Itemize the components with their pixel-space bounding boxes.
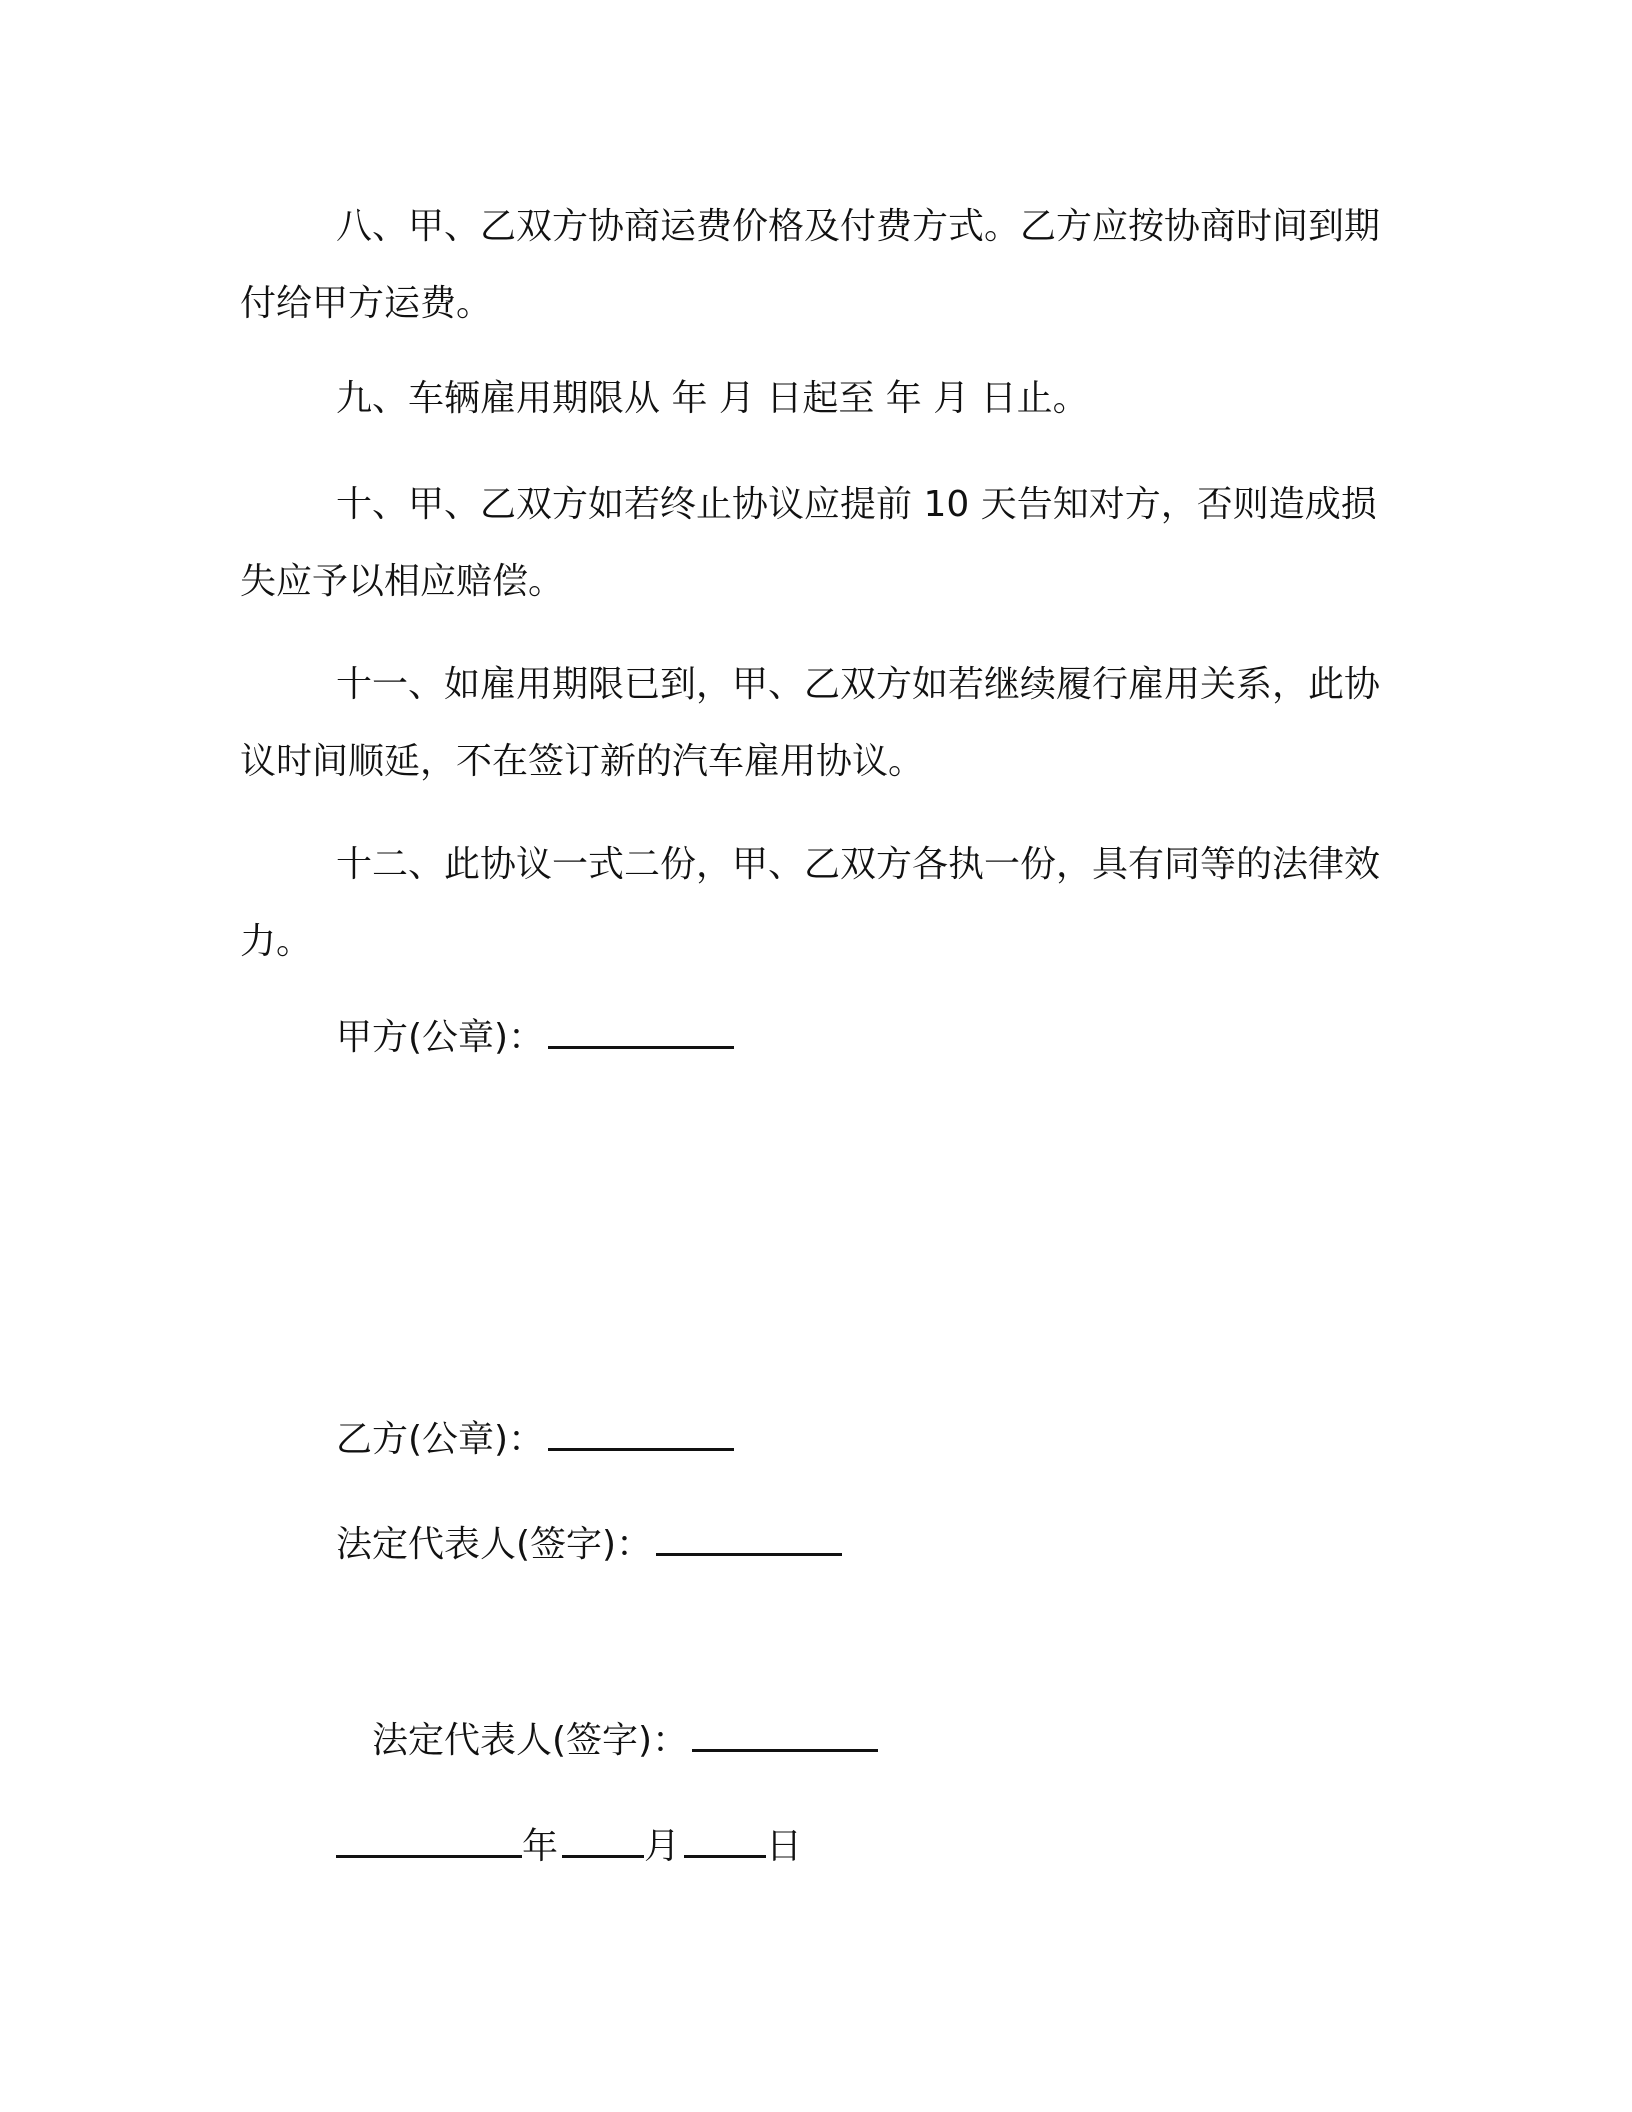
- legal-rep-line-2: [372, 1716, 878, 1766]
- month-blank[interactable]: [562, 1825, 644, 1858]
- party-a-seal-label: 甲方(公章)：: [336, 1017, 545, 1058]
- party-b-seal-label: 乙方(公章)：: [336, 1419, 545, 1460]
- clause-10: 十、甲、乙双方如若终止协议应提前 10 天告知对方，否则造成损失应予以相应赔偿。: [240, 484, 1377, 602]
- month-label: 月: [644, 1826, 681, 1867]
- year-label: 年: [522, 1826, 559, 1867]
- party-a-seal-blank[interactable]: [548, 1016, 734, 1049]
- legal-rep-blank-2[interactable]: [692, 1719, 878, 1752]
- day-label: 日: [766, 1826, 803, 1867]
- legal-rep-label-1: 法定代表人(签字)：: [336, 1524, 653, 1565]
- legal-rep-line-1: [336, 1520, 842, 1570]
- date-line: [336, 1822, 802, 1872]
- party-b-seal-blank[interactable]: [548, 1418, 734, 1451]
- clause-9: 九、车辆雇用期限从 年 月 日起至 年 月 日止。: [336, 378, 1089, 419]
- day-blank[interactable]: [684, 1825, 766, 1858]
- clause-8: 八、甲、乙双方协商运费价格及付费方式。乙方应按协商时间到期付给甲方运费。: [240, 206, 1381, 324]
- party-a-seal-line: [336, 1013, 734, 1063]
- legal-rep-label-2: 法定代表人(签字)：: [372, 1720, 689, 1761]
- legal-rep-blank-1[interactable]: [656, 1523, 842, 1556]
- party-b-seal-line: [336, 1415, 734, 1465]
- year-blank[interactable]: [336, 1825, 522, 1858]
- clause-12: 十二、此协议一式二份，甲、乙双方各执一份，具有同等的法律效力。: [240, 844, 1381, 962]
- clause-11: 十一、如雇用期限已到，甲、乙双方如若继续履行雇用关系，此协议时间顺延，不在签订新的汽车雇用协议。: [240, 664, 1381, 782]
